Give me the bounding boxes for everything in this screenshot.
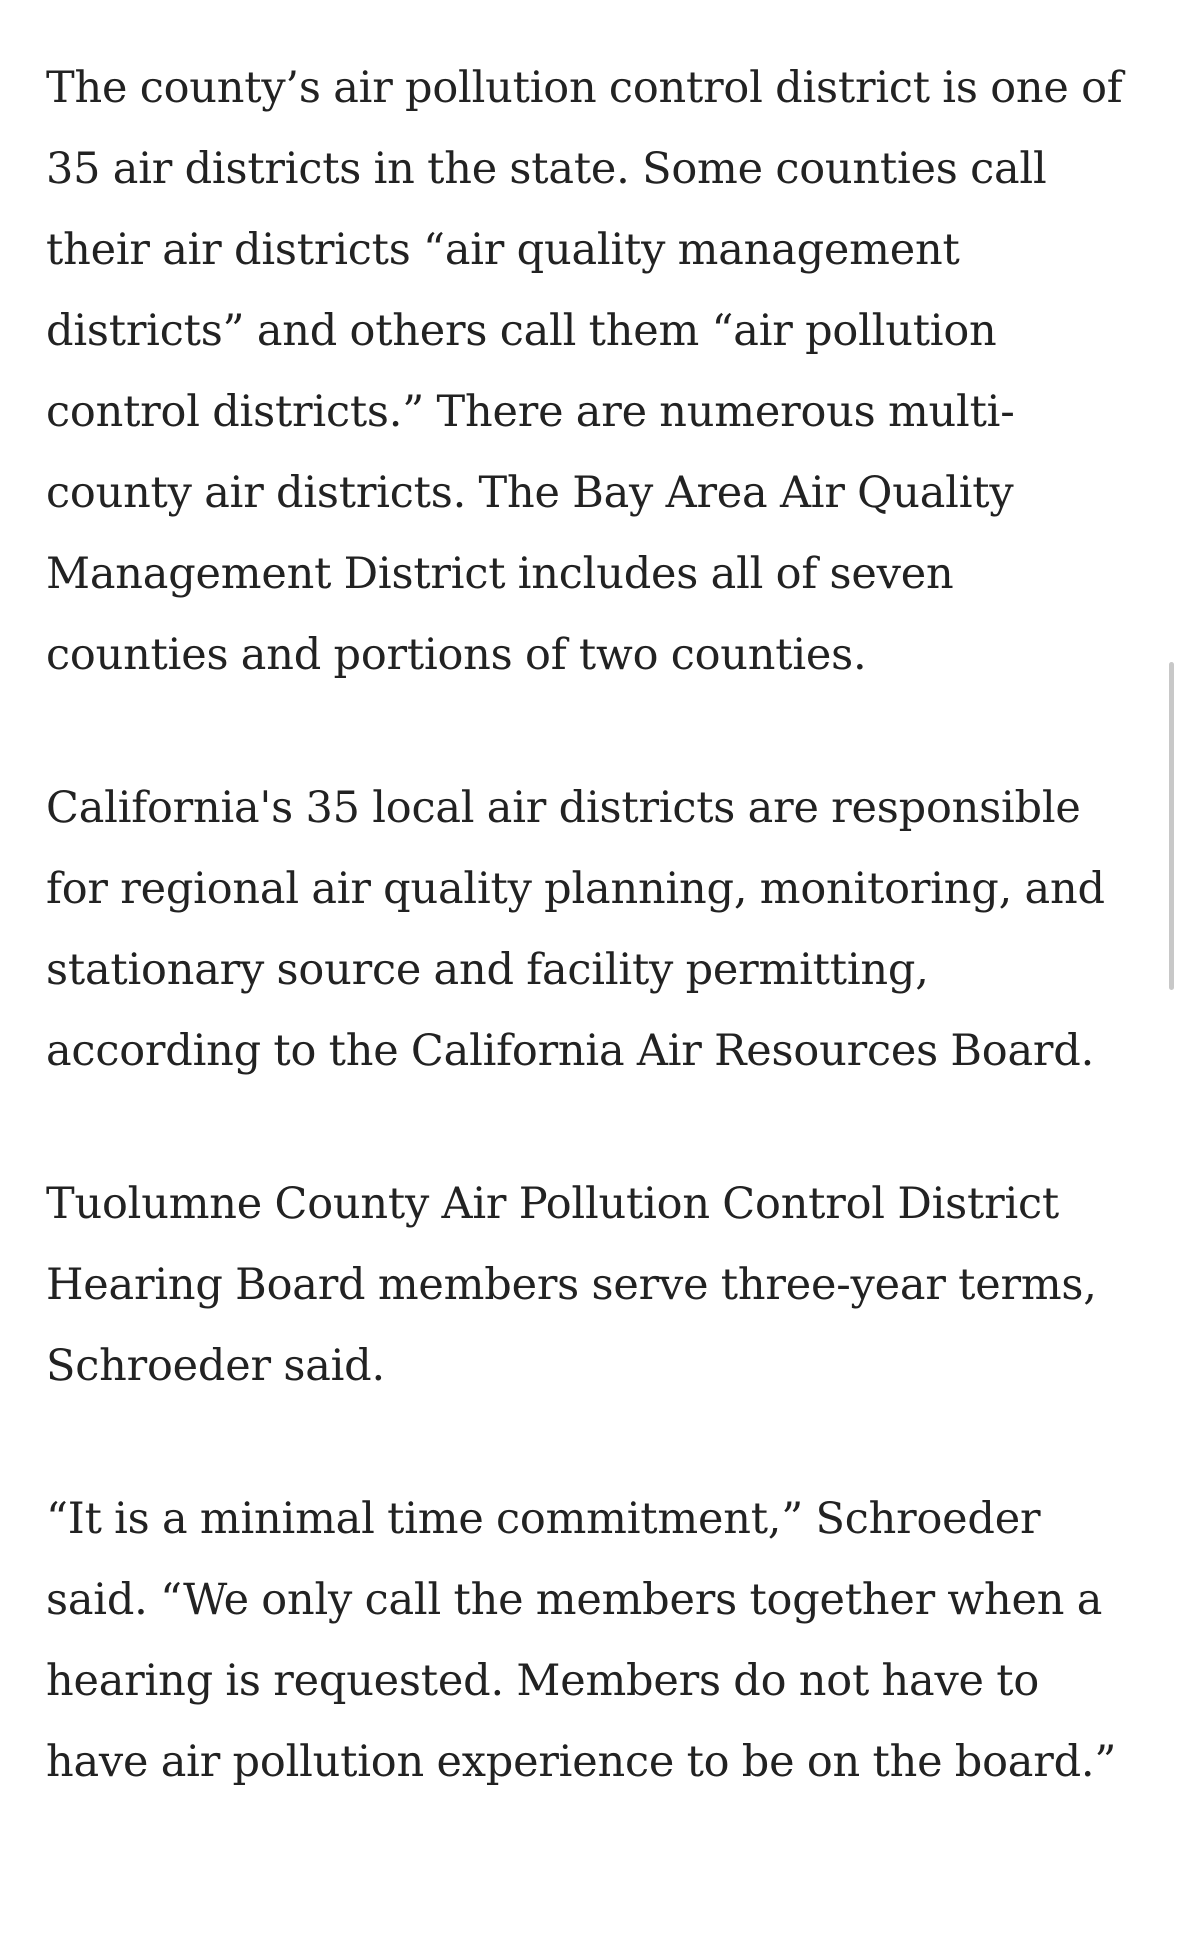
- article-paragraph-2: California's 35 local air districts are responsible for regional air quality planning, monitoring, and stationary source and facility permitting, according to the California Air Resources Board.: [46, 783, 1105, 1076]
- article-body: [46, 48, 1146, 1875]
- article-paragraph-4: “It is a minimal time commitment,” Schroeder said. “We only call the members together when a hearing is requested. Members do not have to have air pollution experience to be on the board.”: [46, 1494, 1117, 1787]
- vertical-scrollbar[interactable]: [1169, 662, 1174, 990]
- article-paragraph-1: The county’s air pollution control district is one of 35 air districts in the state. Some counties call their air districts “air quality management districts” and others call them “air pollution control districts.” There are numerous multi-county air districts. The Bay Area Air Quality Management District includes all of seven counties and portions of two counties.: [46, 63, 1123, 680]
- article-paragraph-3: Tuolumne County Air Pollution Control District Hearing Board members serve three-year terms, Schroeder said.: [46, 1179, 1097, 1391]
